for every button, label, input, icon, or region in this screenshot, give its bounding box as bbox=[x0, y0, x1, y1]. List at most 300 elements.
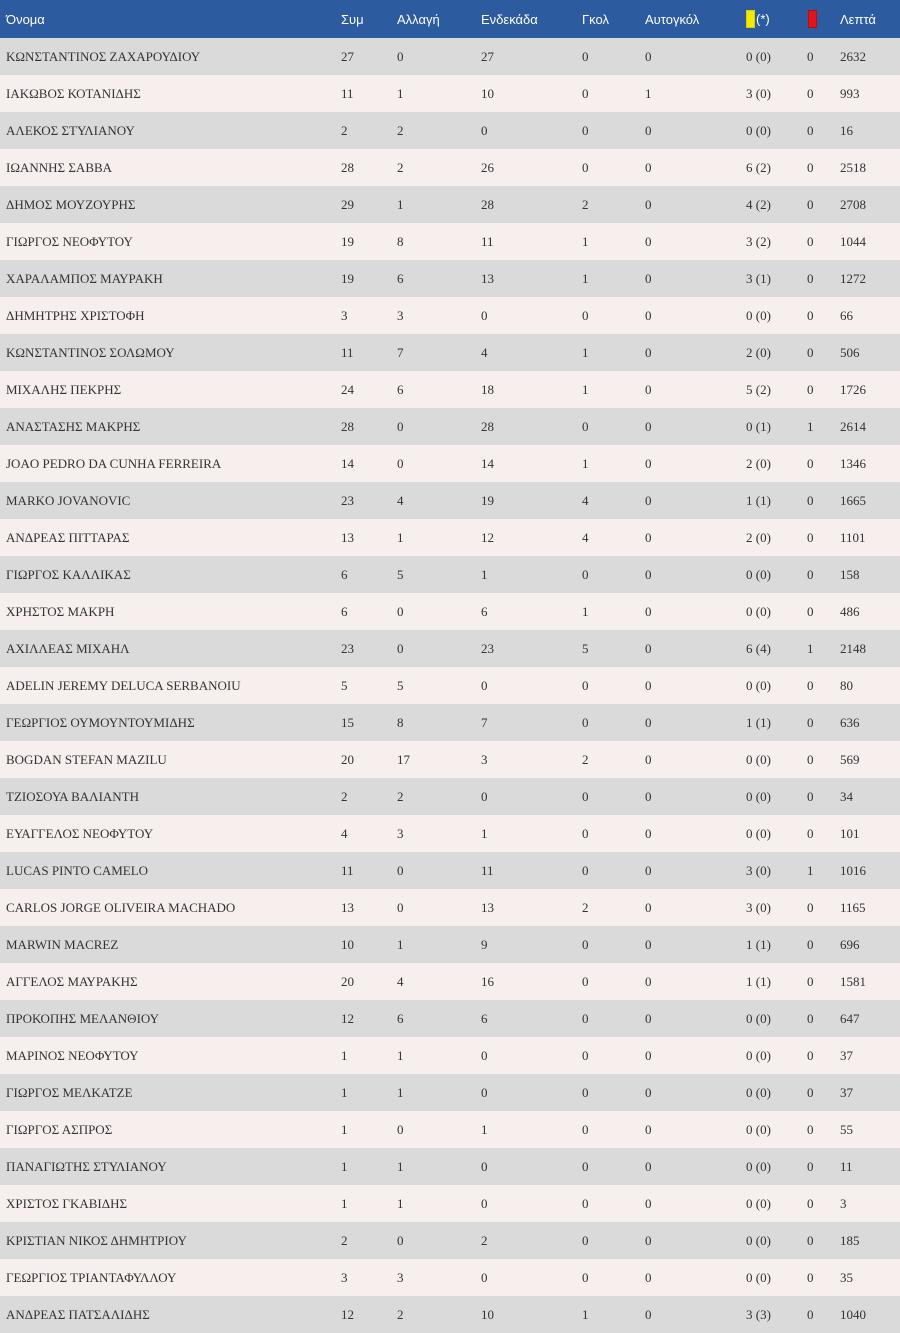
cell-minutes: 34 bbox=[840, 788, 853, 804]
cell-substitute: 6 bbox=[397, 270, 404, 286]
cell-red-cards: 0 bbox=[807, 1047, 814, 1063]
table-row[interactable] bbox=[0, 1222, 900, 1259]
table-row[interactable] bbox=[0, 1259, 900, 1296]
cell-red-cards: 0 bbox=[807, 233, 814, 249]
cell-substitute: 7 bbox=[397, 344, 404, 360]
cell-yellow-cards: 2 (0) bbox=[746, 529, 771, 545]
cell-yellow-cards: 0 (0) bbox=[746, 48, 771, 64]
cell-appearances: 11 bbox=[341, 862, 354, 878]
cell-substitute: 1 bbox=[397, 936, 404, 952]
cell-appearances: 3 bbox=[341, 1269, 348, 1285]
cell-starting: 13 bbox=[481, 270, 494, 286]
cell-substitute: 0 bbox=[397, 1232, 404, 1248]
cell-yellow-cards: 0 (0) bbox=[746, 566, 771, 582]
cell-own-goals: 0 bbox=[645, 1158, 652, 1174]
table-row[interactable] bbox=[0, 778, 900, 815]
yellow-cards-suffix: (*) bbox=[756, 11, 770, 27]
cell-name: ΔΗΜΟΣ ΜΟΥΖΟΥΡΗΣ bbox=[6, 196, 136, 212]
cell-minutes: 158 bbox=[840, 566, 860, 582]
cell-red-cards: 0 bbox=[807, 455, 814, 471]
cell-minutes: 2632 bbox=[840, 48, 866, 64]
cell-minutes: 1346 bbox=[840, 455, 866, 471]
cell-minutes: 80 bbox=[840, 677, 853, 693]
cell-goals: 1 bbox=[582, 1306, 589, 1322]
cell-appearances: 23 bbox=[341, 640, 354, 656]
cell-goals: 4 bbox=[582, 492, 589, 508]
table-row[interactable] bbox=[0, 112, 900, 149]
table-row[interactable] bbox=[0, 1148, 900, 1185]
cell-goals: 0 bbox=[582, 1232, 589, 1248]
cell-minutes: 101 bbox=[840, 825, 860, 841]
cell-own-goals: 0 bbox=[645, 418, 652, 434]
cell-own-goals: 0 bbox=[645, 973, 652, 989]
cell-substitute: 0 bbox=[397, 640, 404, 656]
cell-own-goals: 0 bbox=[645, 492, 652, 508]
cell-own-goals: 0 bbox=[645, 751, 652, 767]
cell-own-goals: 0 bbox=[645, 48, 652, 64]
cell-name: ΑΛΕΚΟΣ ΣΤΥΛΙΑΝΟΥ bbox=[6, 122, 135, 138]
cell-goals: 0 bbox=[582, 1010, 589, 1026]
table-row[interactable] bbox=[0, 186, 900, 223]
cell-own-goals: 0 bbox=[645, 899, 652, 915]
cell-appearances: 6 bbox=[341, 603, 348, 619]
cell-appearances: 28 bbox=[341, 418, 354, 434]
cell-own-goals: 0 bbox=[645, 788, 652, 804]
cell-minutes: 35 bbox=[840, 1269, 853, 1285]
cell-minutes: 3 bbox=[840, 1195, 847, 1211]
cell-red-cards: 0 bbox=[807, 1232, 814, 1248]
cell-minutes: 486 bbox=[840, 603, 860, 619]
table-row[interactable] bbox=[0, 482, 900, 519]
cell-red-cards: 0 bbox=[807, 1010, 814, 1026]
cell-yellow-cards: 0 (0) bbox=[746, 1195, 771, 1211]
cell-own-goals: 0 bbox=[645, 1195, 652, 1211]
table-row[interactable] bbox=[0, 1296, 900, 1333]
cell-yellow-cards: 0 (0) bbox=[746, 825, 771, 841]
table-row[interactable] bbox=[0, 38, 900, 75]
table-row[interactable] bbox=[0, 963, 900, 1000]
cell-minutes: 1726 bbox=[840, 381, 866, 397]
cell-name: ΧΡΙΣΤΟΣ ΓΚΑΒΙΔΗΣ bbox=[6, 1195, 128, 1211]
cell-goals: 0 bbox=[582, 122, 589, 138]
cell-appearances: 2 bbox=[341, 1232, 348, 1248]
cell-substitute: 3 bbox=[397, 825, 404, 841]
cell-goals: 0 bbox=[582, 1158, 589, 1174]
cell-starting: 11 bbox=[481, 862, 494, 878]
cell-substitute: 1 bbox=[397, 1084, 404, 1100]
cell-red-cards: 0 bbox=[807, 270, 814, 286]
cell-starting: 9 bbox=[481, 936, 488, 952]
cell-red-cards: 1 bbox=[807, 418, 814, 434]
cell-name: ΤΖΙΟΣΟΥΑ ΒΑΛΙΑΝΤΗ bbox=[6, 788, 140, 804]
cell-substitute: 2 bbox=[397, 122, 404, 138]
cell-starting: 7 bbox=[481, 714, 488, 730]
cell-yellow-cards: 6 (4) bbox=[746, 640, 771, 656]
cell-own-goals: 0 bbox=[645, 1121, 652, 1137]
cell-starting: 12 bbox=[481, 529, 494, 545]
cell-red-cards: 0 bbox=[807, 973, 814, 989]
cell-own-goals: 0 bbox=[645, 1084, 652, 1100]
cell-red-cards: 0 bbox=[807, 381, 814, 397]
table-row[interactable] bbox=[0, 556, 900, 593]
cell-yellow-cards: 6 (2) bbox=[746, 159, 771, 175]
cell-substitute: 1 bbox=[397, 1047, 404, 1063]
cell-goals: 0 bbox=[582, 1195, 589, 1211]
cell-goals: 0 bbox=[582, 85, 589, 101]
header-goals[interactable]: Γκολ bbox=[582, 11, 609, 27]
cell-yellow-cards: 2 (0) bbox=[746, 344, 771, 360]
cell-own-goals: 0 bbox=[645, 1010, 652, 1026]
cell-minutes: 1101 bbox=[840, 529, 866, 545]
cell-goals: 0 bbox=[582, 825, 589, 841]
cell-starting: 6 bbox=[481, 1010, 488, 1026]
cell-red-cards: 0 bbox=[807, 85, 814, 101]
cell-starting: 23 bbox=[481, 640, 494, 656]
cell-name: ΧΑΡΑΛΑΜΠΟΣ ΜΑΥΡΑΚΗ bbox=[6, 270, 163, 286]
cell-yellow-cards: 1 (1) bbox=[746, 714, 771, 730]
cell-substitute: 0 bbox=[397, 862, 404, 878]
cell-substitute: 2 bbox=[397, 1306, 404, 1322]
cell-red-cards: 0 bbox=[807, 344, 814, 360]
table-row[interactable] bbox=[0, 1185, 900, 1222]
cell-starting: 0 bbox=[481, 677, 488, 693]
cell-minutes: 1272 bbox=[840, 270, 866, 286]
cell-goals: 2 bbox=[582, 196, 589, 212]
cell-red-cards: 0 bbox=[807, 307, 814, 323]
cell-substitute: 3 bbox=[397, 307, 404, 323]
cell-starting: 1 bbox=[481, 566, 488, 582]
cell-goals: 0 bbox=[582, 566, 589, 582]
cell-goals: 0 bbox=[582, 788, 589, 804]
cell-starting: 0 bbox=[481, 122, 488, 138]
header-own-goals[interactable]: Αυτογκόλ bbox=[645, 11, 700, 27]
cell-red-cards: 0 bbox=[807, 1084, 814, 1100]
cell-substitute: 4 bbox=[397, 973, 404, 989]
cell-starting: 3 bbox=[481, 751, 488, 767]
cell-goals: 0 bbox=[582, 1047, 589, 1063]
table-row[interactable] bbox=[0, 667, 900, 704]
cell-appearances: 20 bbox=[341, 973, 354, 989]
cell-yellow-cards: 0 (0) bbox=[746, 1158, 771, 1174]
cell-substitute: 0 bbox=[397, 603, 404, 619]
cell-own-goals: 0 bbox=[645, 677, 652, 693]
cell-own-goals: 0 bbox=[645, 233, 652, 249]
cell-minutes: 16 bbox=[840, 122, 853, 138]
cell-goals: 0 bbox=[582, 973, 589, 989]
cell-starting: 0 bbox=[481, 1084, 488, 1100]
cell-red-cards: 0 bbox=[807, 122, 814, 138]
cell-minutes: 2708 bbox=[840, 196, 866, 212]
header-substitute[interactable]: Αλλαγή bbox=[397, 11, 440, 27]
cell-goals: 5 bbox=[582, 640, 589, 656]
cell-yellow-cards: 0 (0) bbox=[746, 1232, 771, 1248]
cell-name: ΑΝΔΡΕΑΣ ΠΙΤΤΑΡΑΣ bbox=[6, 529, 130, 545]
cell-appearances: 2 bbox=[341, 122, 348, 138]
cell-yellow-cards: 0 (0) bbox=[746, 307, 771, 323]
cell-starting: 0 bbox=[481, 1195, 488, 1211]
cell-yellow-cards: 0 (0) bbox=[746, 677, 771, 693]
cell-substitute: 6 bbox=[397, 381, 404, 397]
table-row[interactable] bbox=[0, 519, 900, 556]
cell-red-cards: 0 bbox=[807, 1195, 814, 1211]
cell-substitute: 17 bbox=[397, 751, 410, 767]
cell-starting: 26 bbox=[481, 159, 494, 175]
cell-goals: 1 bbox=[582, 603, 589, 619]
cell-red-cards: 0 bbox=[807, 825, 814, 841]
cell-red-cards: 0 bbox=[807, 1121, 814, 1137]
cell-appearances: 27 bbox=[341, 48, 354, 64]
cell-name: ΓΕΩΡΓΙΟΣ ΤΡΙΑΝΤΑΦΥΛΛΟΥ bbox=[6, 1269, 177, 1285]
cell-yellow-cards: 4 (2) bbox=[746, 196, 771, 212]
cell-name: ΓΙΩΡΓΟΣ ΚΑΛΛΙΚΑΣ bbox=[6, 566, 131, 582]
cell-own-goals: 0 bbox=[645, 825, 652, 841]
cell-minutes: 185 bbox=[840, 1232, 860, 1248]
cell-name: ADELIN JEREMY DELUCA SERBANOIU bbox=[6, 677, 241, 693]
cell-name: LUCAS PINTO CAMELO bbox=[6, 862, 149, 878]
cell-appearances: 19 bbox=[341, 233, 354, 249]
cell-goals: 0 bbox=[582, 1121, 589, 1137]
cell-goals: 1 bbox=[582, 233, 589, 249]
table-row[interactable] bbox=[0, 630, 900, 667]
cell-goals: 0 bbox=[582, 48, 589, 64]
cell-appearances: 3 bbox=[341, 307, 348, 323]
cell-minutes: 37 bbox=[840, 1084, 853, 1100]
table-row[interactable] bbox=[0, 889, 900, 926]
cell-minutes: 1665 bbox=[840, 492, 866, 508]
table-body bbox=[0, 38, 900, 1333]
cell-name: ΓΙΩΡΓΟΣ ΜΕΛΚΑΤΖΕ bbox=[6, 1084, 133, 1100]
cell-name: MARKO JOVANOVIC bbox=[6, 492, 131, 508]
cell-starting: 2 bbox=[481, 1232, 488, 1248]
cell-minutes: 1165 bbox=[840, 899, 866, 915]
cell-appearances: 5 bbox=[341, 677, 348, 693]
cell-appearances: 29 bbox=[341, 196, 354, 212]
cell-minutes: 647 bbox=[840, 1010, 860, 1026]
cell-appearances: 11 bbox=[341, 85, 354, 101]
cell-name: ΑΝΑΣΤΑΣΗΣ ΜΑΚΡΗΣ bbox=[6, 418, 141, 434]
cell-yellow-cards: 0 (0) bbox=[746, 751, 771, 767]
cell-starting: 1 bbox=[481, 1121, 488, 1137]
cell-substitute: 0 bbox=[397, 1121, 404, 1137]
cell-yellow-cards: 0 (0) bbox=[746, 1047, 771, 1063]
cell-substitute: 5 bbox=[397, 677, 404, 693]
cell-own-goals: 0 bbox=[645, 307, 652, 323]
cell-own-goals: 0 bbox=[645, 566, 652, 582]
cell-minutes: 2614 bbox=[840, 418, 866, 434]
cell-red-cards: 0 bbox=[807, 899, 814, 915]
table-row[interactable] bbox=[0, 149, 900, 186]
cell-own-goals: 0 bbox=[645, 603, 652, 619]
cell-own-goals: 0 bbox=[645, 381, 652, 397]
cell-own-goals: 0 bbox=[645, 1047, 652, 1063]
cell-substitute: 5 bbox=[397, 566, 404, 582]
cell-own-goals: 0 bbox=[645, 1232, 652, 1248]
cell-minutes: 506 bbox=[840, 344, 860, 360]
cell-substitute: 6 bbox=[397, 1010, 404, 1026]
cell-appearances: 10 bbox=[341, 936, 354, 952]
table-row[interactable] bbox=[0, 704, 900, 741]
cell-yellow-cards: 0 (0) bbox=[746, 603, 771, 619]
cell-yellow-cards: 0 (0) bbox=[746, 788, 771, 804]
table-row[interactable] bbox=[0, 1111, 900, 1148]
table-row[interactable] bbox=[0, 223, 900, 260]
table-row[interactable] bbox=[0, 593, 900, 630]
cell-starting: 0 bbox=[481, 307, 488, 323]
cell-goals: 2 bbox=[582, 899, 589, 915]
cell-own-goals: 0 bbox=[645, 714, 652, 730]
cell-substitute: 0 bbox=[397, 48, 404, 64]
cell-name: ΓΕΩΡΓΙΟΣ ΟΥΜΟΥΝΤΟΥΜΙΔΗΣ bbox=[6, 714, 195, 730]
cell-goals: 0 bbox=[582, 159, 589, 175]
cell-substitute: 4 bbox=[397, 492, 404, 508]
cell-own-goals: 0 bbox=[645, 862, 652, 878]
cell-goals: 4 bbox=[582, 529, 589, 545]
cell-own-goals: 0 bbox=[645, 159, 652, 175]
header-yellow-cards[interactable] bbox=[746, 10, 807, 28]
table-row[interactable] bbox=[0, 334, 900, 371]
cell-goals: 0 bbox=[582, 418, 589, 434]
cell-minutes: 569 bbox=[840, 751, 860, 767]
cell-yellow-cards: 3 (3) bbox=[746, 1306, 771, 1322]
cell-red-cards: 0 bbox=[807, 196, 814, 212]
cell-appearances: 13 bbox=[341, 529, 354, 545]
cell-own-goals: 0 bbox=[645, 1269, 652, 1285]
cell-substitute: 1 bbox=[397, 1195, 404, 1211]
cell-appearances: 19 bbox=[341, 270, 354, 286]
cell-own-goals: 0 bbox=[645, 529, 652, 545]
cell-name: CARLOS JORGE OLIVEIRA MACHADO bbox=[6, 899, 236, 915]
table-row[interactable] bbox=[0, 260, 900, 297]
cell-minutes: 66 bbox=[840, 307, 853, 323]
cell-yellow-cards: 5 (2) bbox=[746, 381, 771, 397]
table-row[interactable] bbox=[0, 445, 900, 482]
cell-name: ΜΙΧΑΛΗΣ ΠΕΚΡΗΣ bbox=[6, 381, 122, 397]
table-row[interactable] bbox=[0, 1000, 900, 1037]
table-row[interactable] bbox=[0, 852, 900, 889]
cell-own-goals: 0 bbox=[645, 344, 652, 360]
header-starting[interactable]: Ενδεκάδα bbox=[481, 11, 538, 27]
cell-name: JOAO PEDRO DA CUNHA FERREIRA bbox=[6, 455, 222, 471]
cell-red-cards: 0 bbox=[807, 566, 814, 582]
cell-name: ΔΗΜΗΤΡΗΣ ΧΡΙΣΤΟΦΗ bbox=[6, 307, 145, 323]
cell-starting: 0 bbox=[481, 788, 488, 804]
cell-goals: 1 bbox=[582, 455, 589, 471]
cell-name: ΑΧΙΛΛΕΑΣ ΜΙΧΑΗΛ bbox=[6, 640, 130, 656]
cell-goals: 0 bbox=[582, 862, 589, 878]
table-row[interactable] bbox=[0, 926, 900, 963]
cell-name: ΠΑΝΑΓΙΩΤΗΣ ΣΤΥΛΙΑΝΟΥ bbox=[6, 1158, 167, 1174]
cell-appearances: 1 bbox=[341, 1158, 348, 1174]
cell-substitute: 1 bbox=[397, 196, 404, 212]
table-row[interactable] bbox=[0, 1074, 900, 1111]
cell-substitute: 0 bbox=[397, 455, 404, 471]
cell-yellow-cards: 0 (0) bbox=[746, 1084, 771, 1100]
cell-starting: 16 bbox=[481, 973, 494, 989]
cell-starting: 28 bbox=[481, 418, 494, 434]
cell-appearances: 24 bbox=[341, 381, 354, 397]
cell-substitute: 8 bbox=[397, 714, 404, 730]
cell-red-cards: 0 bbox=[807, 936, 814, 952]
cell-yellow-cards: 3 (0) bbox=[746, 899, 771, 915]
cell-own-goals: 0 bbox=[645, 196, 652, 212]
cell-name: MARWIN MACREZ bbox=[6, 936, 119, 952]
cell-appearances: 6 bbox=[341, 566, 348, 582]
cell-starting: 0 bbox=[481, 1047, 488, 1063]
yellow-card-icon bbox=[746, 10, 755, 28]
cell-name: ΓΙΩΡΓΟΣ ΝΕΟΦΥΤΟΥ bbox=[6, 233, 133, 249]
cell-name: ΧΡΗΣΤΟΣ ΜΑΚΡΗ bbox=[6, 603, 115, 619]
cell-appearances: 4 bbox=[341, 825, 348, 841]
table-row[interactable] bbox=[0, 75, 900, 112]
cell-red-cards: 0 bbox=[807, 159, 814, 175]
cell-red-cards: 0 bbox=[807, 714, 814, 730]
cell-own-goals: 0 bbox=[645, 270, 652, 286]
cell-yellow-cards: 1 (1) bbox=[746, 973, 771, 989]
cell-appearances: 1 bbox=[341, 1084, 348, 1100]
header-red-cards[interactable] bbox=[807, 10, 840, 28]
cell-red-cards: 0 bbox=[807, 677, 814, 693]
cell-yellow-cards: 1 (1) bbox=[746, 936, 771, 952]
cell-yellow-cards: 3 (0) bbox=[746, 85, 771, 101]
cell-yellow-cards: 3 (0) bbox=[746, 862, 771, 878]
cell-yellow-cards: 2 (0) bbox=[746, 455, 771, 471]
cell-appearances: 14 bbox=[341, 455, 354, 471]
cell-yellow-cards: 3 (2) bbox=[746, 233, 771, 249]
cell-substitute: 1 bbox=[397, 1158, 404, 1174]
cell-minutes: 1581 bbox=[840, 973, 866, 989]
header-name[interactable]: Όνομα bbox=[6, 11, 45, 27]
cell-appearances: 1 bbox=[341, 1047, 348, 1063]
table-row[interactable] bbox=[0, 1037, 900, 1074]
cell-appearances: 2 bbox=[341, 788, 348, 804]
cell-minutes: 1044 bbox=[840, 233, 866, 249]
cell-substitute: 2 bbox=[397, 788, 404, 804]
table-row[interactable] bbox=[0, 297, 900, 334]
cell-appearances: 13 bbox=[341, 899, 354, 915]
cell-minutes: 37 bbox=[840, 1047, 853, 1063]
table-row[interactable] bbox=[0, 371, 900, 408]
cell-name: ΙΩΑΝΝΗΣ ΣΑΒΒΑ bbox=[6, 159, 113, 175]
table-row[interactable] bbox=[0, 815, 900, 852]
cell-name: BOGDAN STEFAN MAZILU bbox=[6, 751, 167, 767]
cell-minutes: 696 bbox=[840, 936, 860, 952]
cell-yellow-cards: 0 (0) bbox=[746, 1269, 771, 1285]
cell-starting: 10 bbox=[481, 85, 494, 101]
cell-red-cards: 0 bbox=[807, 788, 814, 804]
cell-name: ΚΩΝΣΤΑΝΤΙΝΟΣ ΖΑΧΑΡΟΥΔΙΟΥ bbox=[6, 48, 201, 64]
cell-starting: 27 bbox=[481, 48, 494, 64]
header-minutes[interactable]: Λεπτά bbox=[840, 11, 876, 27]
cell-minutes: 1016 bbox=[840, 862, 866, 878]
cell-name: ΜΑΡΙΝΟΣ ΝΕΟΦΥΤΟΥ bbox=[6, 1047, 139, 1063]
cell-substitute: 2 bbox=[397, 159, 404, 175]
cell-goals: 0 bbox=[582, 1084, 589, 1100]
table-row[interactable] bbox=[0, 741, 900, 778]
cell-name: ΚΩΝΣΤΑΝΤΙΝΟΣ ΣΟΛΩΜΟΥ bbox=[6, 344, 175, 360]
cell-goals: 1 bbox=[582, 270, 589, 286]
table-row[interactable] bbox=[0, 408, 900, 445]
cell-red-cards: 0 bbox=[807, 48, 814, 64]
cell-red-cards: 0 bbox=[807, 1306, 814, 1322]
cell-red-cards: 0 bbox=[807, 1158, 814, 1174]
cell-minutes: 55 bbox=[840, 1121, 853, 1137]
cell-own-goals: 1 bbox=[645, 85, 652, 101]
cell-goals: 0 bbox=[582, 714, 589, 730]
header-appearances[interactable]: Συμ bbox=[341, 11, 364, 27]
cell-minutes: 993 bbox=[840, 85, 860, 101]
cell-starting: 14 bbox=[481, 455, 494, 471]
table-header bbox=[0, 0, 900, 38]
